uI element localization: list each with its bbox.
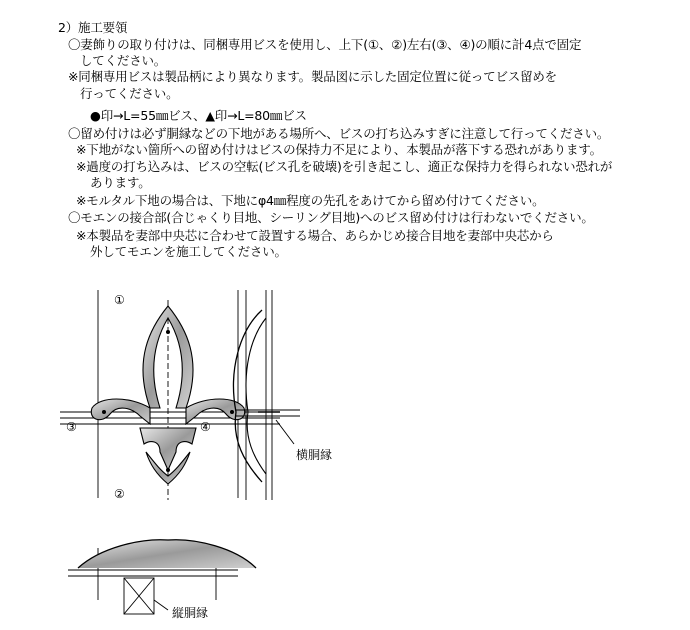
screw-legend: ●印→L=55㎜ビス、▲印→L=80㎜ビス (90, 108, 307, 123)
instruction-line-13: 外してモエンを施工してください。 (90, 244, 287, 259)
instruction-line-6: 〇留め付けは必ず胴縁などの下地がある場所へ、ビスの打ち込みすぎに注意して行ってください。 (68, 126, 610, 141)
plan-view (68, 540, 256, 614)
label-3: ③ (66, 420, 77, 434)
label-2: ② (114, 487, 125, 501)
label-1: ① (114, 293, 125, 307)
horizontal-furring-label: 横胴縁 (296, 448, 333, 462)
instruction-line-8: ※過度の打ち込みは、ビスの空転(ビス孔を破壊)を引き起こし、適正な保持力を得られない恐れが (76, 159, 613, 174)
instruction-line-2: してください。 (80, 53, 167, 68)
instruction-line-4: 行ってください。 (80, 86, 179, 101)
side-view (234, 290, 300, 500)
instruction-line-9: あります。 (90, 175, 151, 190)
instruction-line-3: ※同梱専用ビスは製品柄により異なります。製品図に示した固定位置に従ってビス留めを (68, 69, 557, 84)
vertical-furring-label: 縦胴縁 (172, 606, 209, 620)
instruction-line-10: ※モルタル下地の場合は、下地にφ4㎜程度の先孔をあけてから留め付けてください。 (76, 193, 545, 208)
label-4: ④ (200, 420, 211, 434)
instruction-line-12: ※本製品を妻部中央芯に合わせて設置する場合、あらかじめ接合目地を妻部中央芯から (76, 228, 554, 243)
instruction-line-7: ※下地がない箇所への留め付けはビスの保持力不足により、本製品が落下する恐れがあります。 (76, 142, 602, 157)
section-title: 2）施工要領 (58, 20, 128, 35)
instruction-line-11: 〇モエンの接合部(合じゃくり目地、シーリング目地)へのビス留め付けは行わないでください。 (68, 210, 594, 225)
instruction-line-1: 〇妻飾りの取り付けは、同梱専用ビスを使用し、上下(①、②)左右(③、④)の順に計4点で固定 (68, 37, 582, 52)
